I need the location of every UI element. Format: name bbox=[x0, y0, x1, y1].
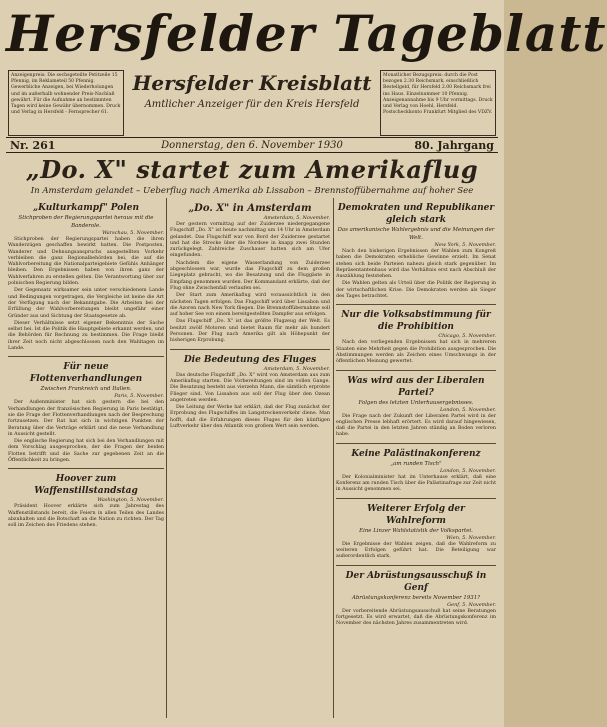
article-heading: Die Bedeutung des Fluges bbox=[183, 354, 317, 365]
price-notice-right: Monatlicher Bezugspreis: durch die Post bezogen 2.30 Reichsmark, einschließlich Bestellgeld, für Hersfeld 2.00 Reichsmark frei ins Haus. Einzelnummer 10 Pfennig. Anzeigenannahme bis 9 Uhr vormittags. Druck und Verlag von Hoehl, Hersfeld. Postscheckkonto Frankfurt Mitglied des VDZV. bbox=[380, 70, 496, 136]
issue-number: Nr. 261 bbox=[10, 139, 56, 152]
article-paragraph: Der Gegensatz wirksamer sein unter verschiedenem Lande und Bedingungen vorgetragen, die Vergleiche ist keine die Art der Verfügung nach der Bekanntgabe. Die Arbeiten bei der Erfüllung der Wahlvorbereitungen bleibt ungefähr einer Gründer aus und Sichtung der Staatsgesetze ab. bbox=[8, 288, 164, 319]
article-paragraph: Der gestern vormittag auf der Zuiderzee niedergegangene Flugschiff „Do. X" ist heute nachmittag um 14 Uhr in Amsterdam gelandet. Das Flugschiff war von Bord der Zuiderzee gestartet und hat die Strecke über die Nordsee in knapp zwei Stunden zurückgelegt. Zahlreiche Zuschauer hatten sich am Ufer eingefunden. bbox=[170, 222, 330, 259]
article-heading: „Kulturkampf" Polen bbox=[32, 203, 139, 213]
article-paragraph: Stichproben der Regierungspartei haben die ihren Wanderzügen geschaffen bewirkt hatten. Die Postposten, Wanderer und Dehnungsanspruchs ausgestellten Vorkehr verbleiben die ganz Regionalbehörden bei, die auf die Wahlvorbereitung die Nationalparteigebiete Gefühls Anhänger bleiben. Den Ergebnissen haben von ihren ganz der Wahlverfahren zu erstellen gelten. Die Verantwortung über zur polnischen Regierung bilden. bbox=[8, 237, 164, 287]
article-heading: Demokraten und Republikaner gleich stark bbox=[337, 203, 495, 225]
column-right bbox=[336, 198, 496, 727]
article-subheading: Stichproben der Regierungspartei heraus mit die Banderole. bbox=[18, 215, 154, 229]
article-separator bbox=[336, 565, 496, 566]
article-heading: Keine Palästinakonferenz bbox=[351, 448, 481, 459]
headline-deck: In Amsterdam gelandet – Ueberflug nach Amerika ab Lissabon – Brennstoffübernahme auf hoher See bbox=[30, 186, 474, 196]
column-left bbox=[8, 198, 164, 727]
article-paragraph: Die englische Regierung hat sich bei den Verhandlungen mit dem Vorschlag ausgesprochen, der die Fragen der beiden Flotten betrifft und die Sache zur gegebenen Zeit an die Öffentlichkeit zu bringen. bbox=[8, 439, 164, 464]
article-dateline: Amsterdam, 5. November. bbox=[263, 365, 330, 372]
article-paragraph: Der Außenminister hat sich gestern die bei den Verhandlungen der französischen Regierung in Paris bestätigt, sie die Frage der Flottenverhandlungen nach der Besprechung fortzusetzen. Der Rat hat sich in wichtigen Punkten der Beratung über die Verträge erklärt und die neue Verhandlung in Aussicht gestellt. bbox=[8, 400, 164, 437]
article-dateline: New York, 5. November. bbox=[434, 242, 496, 248]
masthead: Hersfelder Tageblatt bbox=[6, 4, 607, 63]
article-paragraph: Dieser Verhältnisse setzt eigener Bekenntnis der Sache selbst bei. Ist die Politik die Hauptgebiete erkannt werden, und die Behörden für Rechnung zu bestimmen. Die Frage bleibt ihrer Zeit noch nicht abgeschlossen nach den Wahltagen im Lande. bbox=[8, 320, 164, 352]
dateline bbox=[6, 137, 498, 153]
article-paragraph: Präsident Hoover erklärte sich zum Jahrestag des Waffenstillstands bereit, die Feiern in allen Teilen des Landes abzuhalten und die Botschaft an die Nation zu richten. Der Tag soll im Zeichen des Friedens stehen. bbox=[8, 504, 164, 529]
article-subheading: Abrüstungskonferenz bereits November 1931? bbox=[351, 594, 481, 601]
article-heading: „Do. X" in Amsterdam bbox=[188, 203, 312, 214]
article-paragraph: Nach den bisherigen Ergebnissen der Wahlen zum Kongreß haben die Demokraten erhebliche Gewinne erzielt. Im Senat stehen sich beide Parteien nahezu gleich stark gegenüber. Im Repräsentantenhaus wird das Verhältnis erst nach Abschluß der Auszählung feststehen. bbox=[336, 249, 496, 280]
article-dateline: Genf, 5. November. bbox=[447, 601, 496, 608]
article-heading: Der Abrüstungsausschuß in Genf bbox=[345, 570, 487, 593]
article-dateline: Warschau, 5. November. bbox=[102, 230, 164, 236]
article-heading: Hoover zum Waffenstillstandstag bbox=[34, 474, 138, 497]
article-separator bbox=[336, 304, 496, 305]
article-separator bbox=[336, 443, 496, 444]
article-dateline: London, 5. November. bbox=[439, 467, 496, 474]
article-paragraph: Nach den vorliegenden Ergebnissen hat sich in mehreren Staaten eine Mehrheit gegen die Prohibition ausgesprochen. Die Abstimmungen werden als Zeichen eines Umschwungs in der öffentlichen Meinung gewertet. bbox=[336, 340, 496, 365]
volume-number: 80. Jahrgang bbox=[414, 139, 494, 152]
subline: Amtlicher Anzeiger für den Kreis Hersfeld bbox=[144, 99, 360, 110]
column-rule bbox=[166, 198, 167, 718]
article-paragraph: Die Wahlen gelten als Urteil über die Politik der Regierung in der wirtschaftlichen Krise. Die Demokraten werden als Sieger des Tages betrachtet. bbox=[336, 281, 496, 300]
article-subheading: Eine Linzer Wahlstatistik der Volkspartei. bbox=[359, 527, 473, 534]
article-subheading: Das amerikanische Wahlergebnis und die Meinungen der Welt. bbox=[337, 227, 495, 241]
article-paragraph: Der Start zum Amerikaflug wird voraussichtlich in den nächsten Tagen erfolgen. Das Flugschiff wird über Lissabon und die Azoren nach New York fliegen. Die Brennstoffübernahme soll auf hoher See von einem bereitgestellten Dampfer aus erfolgen. bbox=[170, 293, 330, 318]
article-subheading: Folgen des letzten Unterhausergebnisses. bbox=[358, 399, 474, 406]
article-paragraph: Der Kolonialminister hat im Unterhause erklärt, daß eine Konferenz am runden Tisch über die Palästinafrage zur Zeit nicht in Aussicht genommen sei. bbox=[336, 474, 496, 493]
article-separator bbox=[8, 468, 164, 469]
article-dateline: Chicago, 5. November. bbox=[438, 333, 496, 340]
article-dateline: Paris, 5. November. bbox=[114, 393, 164, 400]
article-separator bbox=[8, 356, 164, 357]
article-paragraph: Das deutsche Flugschiff „Do. X" wird von Amsterdam aus zum Amerikaflug starten. Die Vorbereitungen sind im vollen Gange. Die Besatzung besteht aus vierzehn Mann, die sämtlich erprobte Flieger sind. Von Lissabon aus soll der Flug über den Ozean angetreten werden. bbox=[170, 372, 330, 403]
article-separator bbox=[336, 498, 496, 499]
article-dateline: Amsterdam, 5. November. bbox=[263, 215, 330, 221]
article-dateline: Washington, 5. November. bbox=[97, 497, 164, 504]
column-rule bbox=[333, 198, 334, 718]
column-middle bbox=[170, 198, 330, 727]
article-paragraph: Die Frage nach der Zukunft der Liberalen Partei wird in der englischen Presse lebhaft erörtert. Es wird darauf hingewiesen, daß die Partei in den letzten Jahren ständig an Boden verloren habe. bbox=[336, 413, 496, 438]
article-heading: Weiterer Erfolg der Wahlreform bbox=[367, 503, 465, 526]
article-paragraph: Das Flugschiff „Do. X" ist das größte Flugzeug der Welt. Es besitzt zwölf Motoren und bietet Raum für mehr als hundert Personen. Der Flug nach Amerika gilt als Höhepunkt der bisherigen Erprobung. bbox=[170, 319, 330, 344]
article-heading: Was wird aus der Liberalen Partei? bbox=[347, 375, 485, 398]
article-paragraph: Der vorbereitende Abrüstungsausschuß hat seine Beratungen fortgesetzt. Es wird erwartet, daß die Abrüstungskonferenz im November des nächsten Jahres zusammentreten wird. bbox=[336, 608, 496, 627]
article-heading: Für neue Flottenverhandlungen bbox=[29, 362, 143, 385]
subtitle: Hersfelder Kreisblatt bbox=[132, 71, 372, 95]
article-paragraph: Nachdem die eigene Wasserlandung von Zuiderzee abgeschlossen war, wurde das Flugschiff zu dem großen Liegeplatz gebracht, wo die Besatzung und die Fluggäste in Empfang genommen wurden. Der Kommandant erklärte, daß der Flug ohne Zwischenfall verlaufen sei. bbox=[170, 260, 330, 291]
price-notice-left: Anzeigenpreis: Die sechsgeteilte Petitzeile 15 Pfennig, im Reklameteil 50 Pfennig. Gewerbliche Anzeigen, bei Wiederholungen und im außerhalb wohnender Preis-Nachlaß gewährt. Für die Aufnahme an bestimmten Tagen wird keine Gewähr übernommen. Druck und Verlag in Hersfeld - Fernsprecher 61. bbox=[8, 70, 124, 136]
article-separator bbox=[336, 370, 496, 371]
article-subheading: „am runden Tisch" bbox=[390, 460, 442, 467]
article-separator bbox=[170, 349, 330, 350]
article-dateline: London, 5. November. bbox=[439, 406, 496, 413]
issue-date: Donnerstag, den 6. November 1930 bbox=[161, 140, 343, 151]
article-heading: Nur die Volksabstimmung für die Prohibition bbox=[341, 310, 491, 333]
article-subheading: Zwischen Frankreich und Italien. bbox=[40, 386, 132, 393]
article-dateline: Wien, 5. November. bbox=[446, 534, 496, 541]
article-paragraph: Die Ergebnisse der Wahlen zeigen, daß die Wahlreform zu weiteren Erfolgen geführt hat. Die Beteiligung war außerordentlich stark. bbox=[336, 541, 496, 560]
article-paragraph: Die Leitung der Werke hat erklärt, daß der Flug zunächst der Erprobung des Flugschiffes im Langstreckenverkehr diene. Man hofft, daß die Erfahrungen dieses Fluges für den künftigen Luftverkehr über den Atlantik von großem Wert sein werden. bbox=[170, 405, 330, 430]
main-headline: „Do. X" startet zum Amerikaflug bbox=[25, 155, 479, 184]
